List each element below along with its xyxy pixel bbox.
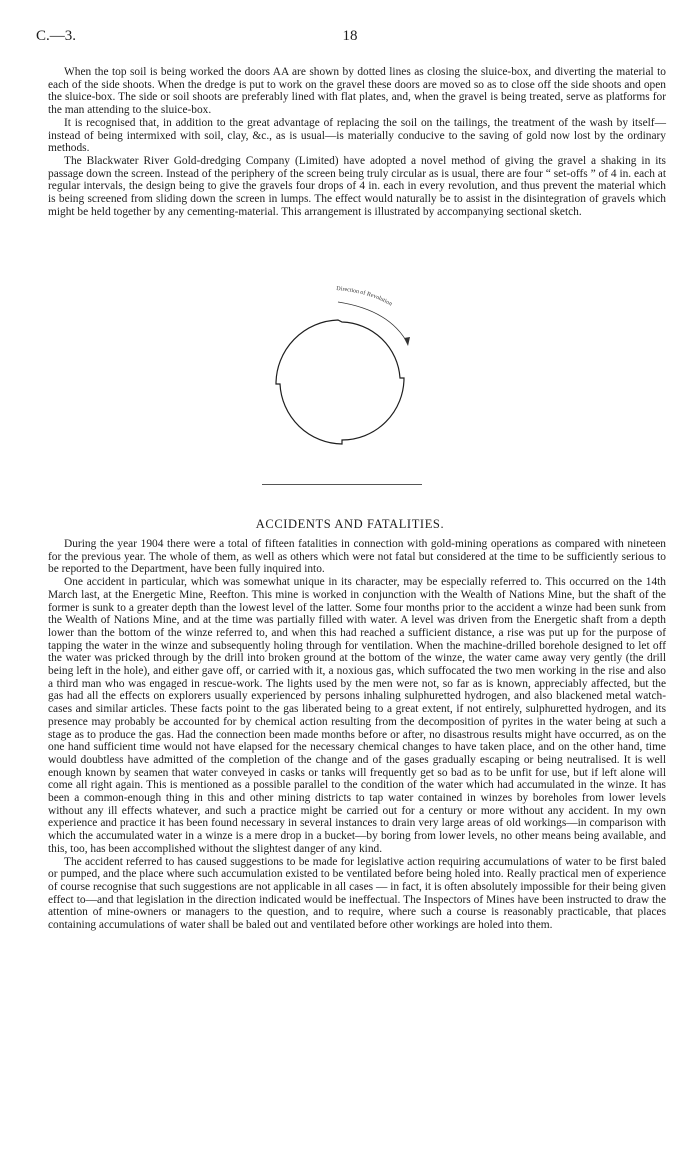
page-number: 18 bbox=[342, 28, 358, 44]
paragraph: The Blackwater River Gold-dredging Company (Limited) have adopted a novel method of giving the gravel a shaking in its passage down the screen. Instead of the periphery of the screen being truly circular as is usual, there are four “ set-offs ” of 4 in. each at regular intervals, the design being to give the gravels four drops of 4 in. each in every revolution, and thus prevent the material which is being screened from sliding down the screen in lumps. The effect would naturally be to assist in the disintegration of gravels which might be held together by any cementing-material. This arrangement is illustrated by accompanying sectional sketch. bbox=[48, 154, 666, 218]
paragraph: When the top soil is being worked the doors AA are shown by dotted lines as closing the sluice-box, and diverting the material to each of the side shoots. When the dredge is put to work on the gravel these doors are moved so as to close off the side shoots and open the sluice-box. The side or soil shoots are preferably lined with flat plates, and, when the gravel is being treated, serve as platforms for the man attending to the sluice-box. bbox=[48, 66, 666, 117]
screen-periphery bbox=[276, 320, 404, 444]
dredging-text-block bbox=[48, 66, 666, 218]
paragraph: It is recognised that, in addition to the great advantage of replacing the soil on the tailings, the treatment of the wash by itself—instead of being intermixed with soil, clay, &c., as is usual—is materially conducive to the saving of gold now lost by the ordinary methods. bbox=[48, 116, 666, 155]
accidents-text-block bbox=[48, 538, 666, 932]
document-reference: C.—3. bbox=[36, 28, 77, 44]
paragraph: The accident referred to has caused suggestions to be made for legislative action requiring accumulations of water to be first baled or pumped, and the place where such accumulation existed to be ventilated before being holed into. Really practical men of experience of course recognise that such suggestions are not applicable in all cases — in fact, it is often absolutely impossible for their being given effect to—and that legislation in the direction indicated would be ineffectual. The Inspectors of Mines have been instructed to draw the attention of mine-owners or managers to the question, and to require, where such a course is reasonably practicable, that places containing accumulations of water shall be baled out and ventilated before other workings are holed into them. bbox=[48, 855, 666, 932]
direction-label: Direction of Revolution bbox=[335, 286, 393, 308]
paragraph: During the year 1904 there were a total of fifteen fatalities in connection with gold-mining operations as compared with nineteen for the previous year. The whole of them, as well as others which were not fatal but considered at the time to be sufficiently serious to be reported to the Department, have been fully inquired into. bbox=[48, 538, 666, 576]
section-heading: ACCIDENTS AND FATALITIES. bbox=[255, 517, 445, 531]
page-header bbox=[36, 28, 664, 50]
paragraph: One accident in particular, which was somewhat unique in its character, may be especially referred to. This occurred on the 14th March last, at the Energetic Mine, Reefton. This mine is worked in conjunction with the Wealth of Nations Mine, but the shaft of the former is sunk to a greater depth than the lowest level of the latter. Some four months prior to the accident a winze had been sunk from the Wealth of Nations Mine, and at the time was partially filled with water. A level was driven from the Energetic shaft from a depth lower than the bottom of the winze referred to, and when this had reached a sufficient distance, a rise was put up for the purpose of tapping the water in the winze and subsequently holing through for ventilation. When the machine-drilled borehole designed to let off the water was pricked through by the drill into broken ground at the bottom of the winze, the water came away very gently (the drill being left in the hole), and either gave off, or carried with it, a noxious gas, which suffocated the two men working in the rise and also a third man who was engaged in rescue-work. The lights used by the men were not, so far as is known, appreciably affected, but the gas had all the effects on explorers usually experienced by persons inhaling sulphuretted hydrogen, and also blackened metal watch-cases and similar articles. These facts point to the gas liberated being to a great extent, if not entirely, sulphuretted hydrogen, and its presence may probably be accounted for by chemical action resulting from the decomposition of pyrites in the water being at such a stage as to produce the gas. Had the connection been made months before or after, no disastrous results might have occurred, as on the one hand sufficient time would not have elapsed for the necessary chemical changes to have taken place, and on the other hand, time would doubtless have admitted of the completion of the change and of the gases gradually escaping or being neutralised. It is well enough known by seamen that water conveyed in casks or tanks will frequently get so bad as to be unfit for use, but if left alone will come all right again. This is mentioned as a possible parallel to the condition of the water which had accumulated in the winze. It has been a common-enough thing in this and other mining districts to tap water contained in winzes by boreholes from lower levels without any ill effects whatever, and such a practice might be carried out for a century or more without any accident. In my own experience and practice it has been found necessary in several instances to drain very large areas of old workings—in comparison with which the accumulated water in a winze is a mere drop in a bucket—by boring from lower levels, no other means being available, and this, too, has been accomplished without the slightest danger of any kind. bbox=[48, 576, 666, 855]
screen-section-sketch bbox=[240, 282, 440, 482]
arrow-head bbox=[404, 337, 410, 346]
section-divider bbox=[262, 484, 422, 485]
